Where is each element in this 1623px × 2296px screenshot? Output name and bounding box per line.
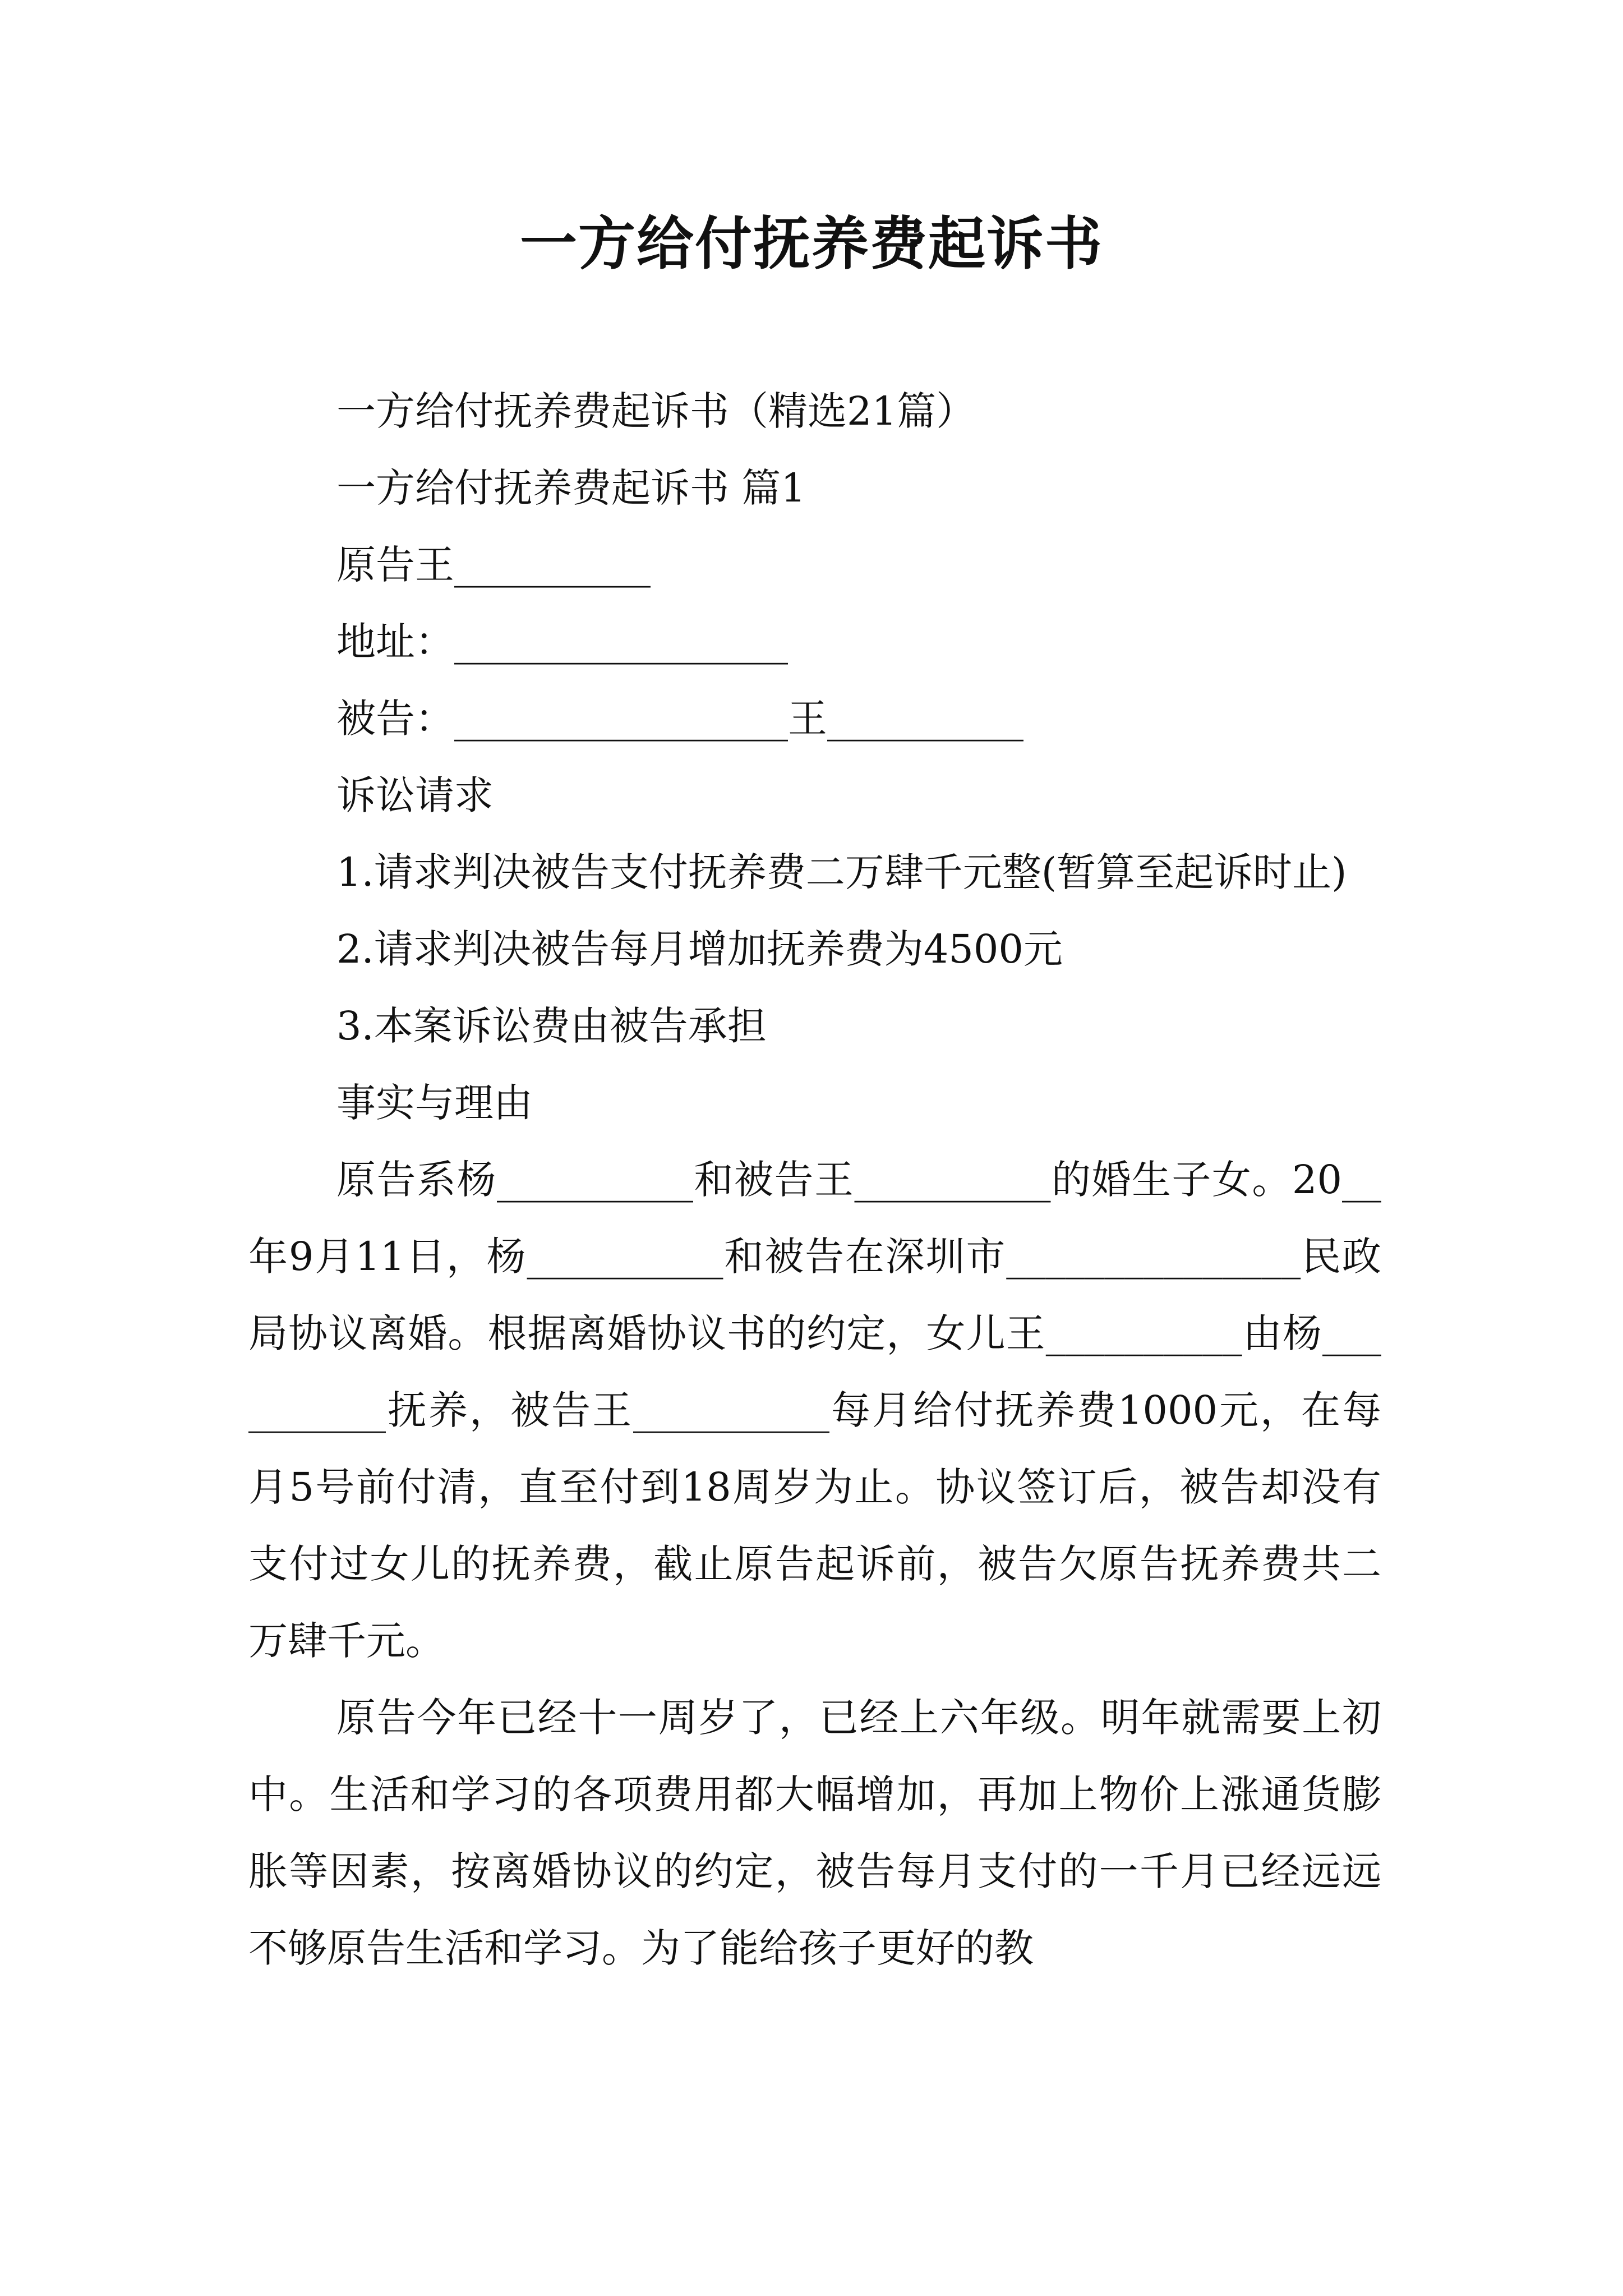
paragraph-claim-1: 1.请求判决被告支付抚养费二万肆千元整(暂算至起诉时止) [336, 849, 1347, 895]
paragraph-facts-2: 原告今年已经十一周岁了，已经上六年级。明年就需要上初中。生活和学习的各项费用都大幅增加，再加上物价上涨通货膨胀等因素，按离婚协议的约定，被告每月支付的一千月已经远远不够原告生活和学习。为了能给孩子更好的教 [248, 1695, 1381, 1971]
paragraph-subtitle: 一方给付抚养费起诉书（精选21篇） [336, 388, 976, 434]
paragraph-defendant: 被告：_________________王__________ [336, 696, 1023, 742]
paragraph-address: 地址：_________________ [336, 619, 788, 665]
paragraph-facts-heading: 事实与理由 [336, 1080, 533, 1126]
paragraph-section-heading: 一方给付抚养费起诉书 篇1 [336, 465, 806, 511]
paragraph-claim-3: 3.本案诉讼费由被告承担 [336, 1003, 767, 1049]
document-body [248, 373, 1381, 1987]
paragraph-plaintiff: 原告王__________ [336, 542, 651, 588]
paragraph-claims-heading: 诉讼请求 [336, 772, 494, 818]
paragraph-claim-2: 2.请求判决被告每月增加抚养费为4500元 [336, 926, 1063, 972]
paragraph-facts-1: 原告系杨__________和被告王__________的婚生子女。20__年9月11日，杨__________和被告在深圳市_______________民政局协议离婚。根据离婚协议书的约定，女儿王__________由杨__________抚养，被告王__________每月给付抚养费1000元，在每月5号前付清，直至付到18周岁为止。协议签订后，被告却没有支付过女儿的抚养费，截止原告起诉前，被告欠原告抚养费共二万肆千元。 [248, 1157, 1381, 1664]
document-title: 一方给付抚养费起诉书 [520, 210, 1103, 278]
